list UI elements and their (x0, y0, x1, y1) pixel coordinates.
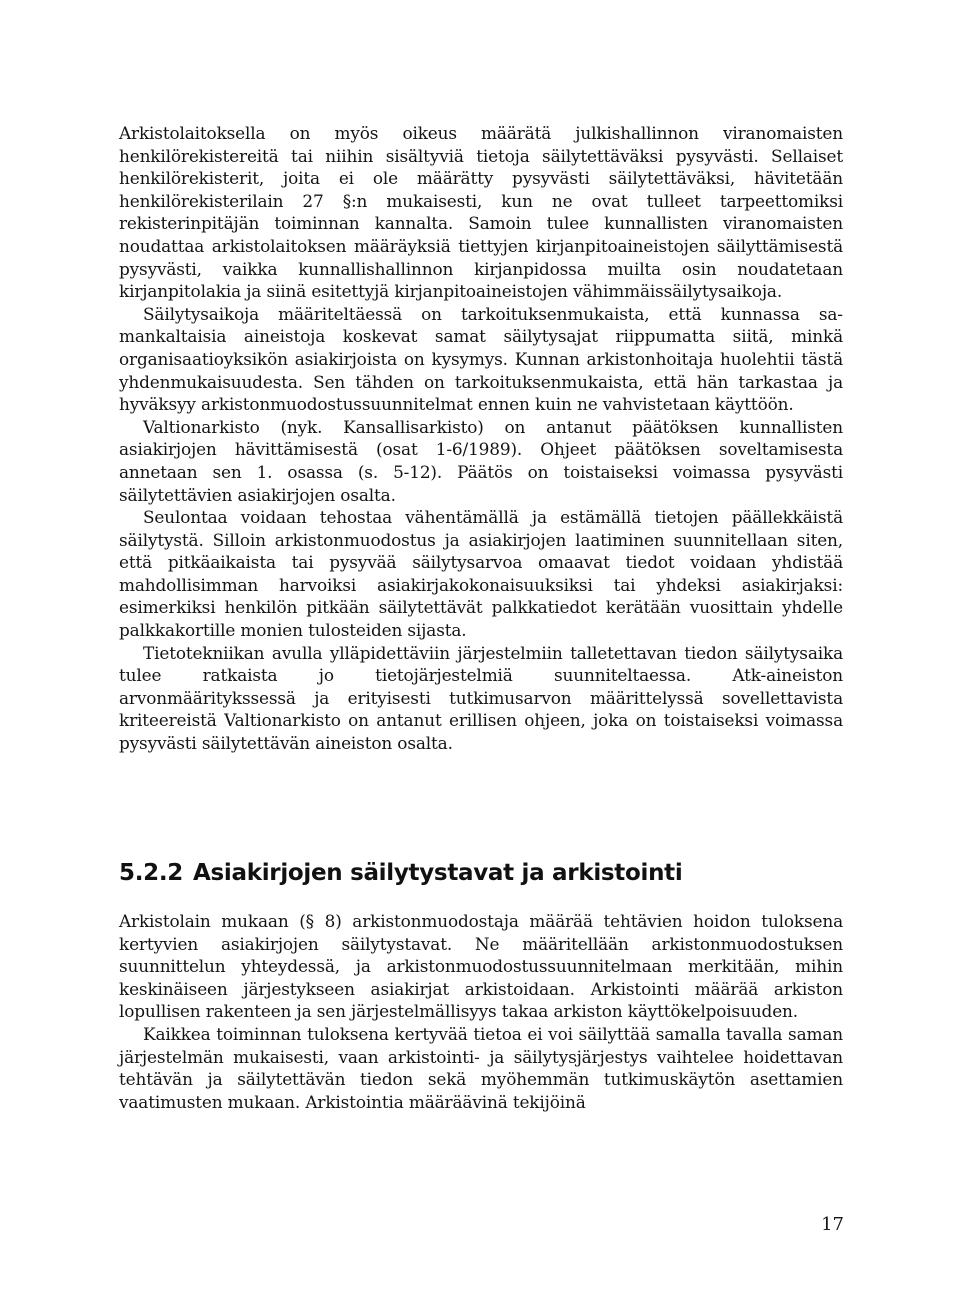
paragraph: Valtionarkisto (nyk. Kansallisarkisto) on antanut päätöksen kunnallisten asiakirjojen hävittämisestä (osat 1-6/1989). Ohjeet päätöksen soveltamisesta annetaan sen 1. osassa (s. 5-12). Päätös on toistaiseksi voimassa pysyvästi säilytettävien asiakirjojen osalta. (119, 416, 843, 505)
section-number: 5.2.2 (119, 860, 183, 886)
paragraph: Arkistolain mukaan (§ 8) arkistonmuodostaja määrää tehtävien hoidon tuloksena kertyvien asiakirjojen säilytystavat. Ne määritellään arkistonmuodostuksen suunnittelun yhteydessä, ja arkistonmuodostussuunnitelmaan merkitään, mihin keskinäiseen järjestykseen asiakirjat arkistoidaan. Arkistointi määrää arkiston lopullisen rakenteen ja sen järjestelmällisyys takaa arkiston käyttökelpoisuuden. (119, 911, 843, 1022)
page-number: 17 (821, 1214, 844, 1235)
paragraph: Tietotekniikan avulla ylläpidettäviin järjestelmiin talletettavan tiedon säilytysaika tulee ratkaista jo tietojärjestelmiä suunniteltaessa. Atk-aineiston arvonmääritykssessä ja erityisesti tutkimusarvon määrittelyssä sovellettavista kriteereistä Valtionarkisto on antanut erillisen ohjeen, joka on toistaiseksi voimassa pysyvästi säilytettävän aineiston osalta. (119, 642, 843, 754)
paragraph: Kaikkea toiminnan tuloksena kertyvää tietoa ei voi säilyttää samalla tavalla saman järjestelmän mukaisesti, vaan arkistointi- ja säilytysjärjestys vaihtelee hoidettavan tehtävän ja säilytettävän tiedon sekä myöhemmän tutkimuskäytön asettamien vaatimusten mukaan. Arkistointia määräävinä tekijöinä (119, 1023, 843, 1112)
section-title: Asiakirjojen säilytystavat ja arkistointi (193, 860, 683, 886)
body-section-bottom (119, 910, 843, 1113)
paragraph: Seulontaa voidaan tehostaa vähentämällä ja estämällä tietojen päällekkäistä säilytystä. Silloin arkistonmuodostus ja asiakirjojen laatiminen suunnitellaan siten, että pitkäaikaista tai pysyvää säilytysarvoa omaavat tiedot voidaan yhdistää mahdollisimman harvoiksi asiakirjakokonaisuuksiksi tai yhdeksi asiakirjaksi: esimerkiksi henkilön pitkään säilytettävät palkkatiedot kerätään vuosittain yhdelle palkkakortille monien tulosteiden sijasta. (119, 507, 843, 641)
section-heading (119, 856, 682, 890)
paragraph: Säilytysaikoja määriteltäessä on tarkoituksenmukaista, että kunnassa samankaltaisia aineistoja koskevat samat säilytysajat riippumatta siitä, minkä organisaatioyksikön asiakirjoista on kysymys. Kunnan arkistonhoitaja huolehtii tästä yhdenmukaisuudesta. Sen tähden on tarkoituksenmukaista, että hän tarkastaa ja hyväksyy arkistonmuodostussuunnitelmat ennen kuin ne vahvistetaan käyttöön. (119, 303, 843, 415)
body-section-top (119, 122, 843, 755)
paragraph: Arkistolaitoksella on myös oikeus määrätä julkishallinnon viranomaisten henkilörekistereitä tai niihin sisältyviä tietoja säilytettäväksi pysyvästi. Sellaiset henkilörekisterit, joita ei ole määrätty pysyvästi säilytettäväksi, hävitetään henkilörekisterilain 27 §:n mukaisesti, kun ne ovat tulleet tarpeettomiksi rekisterinpitäjän toiminnan kannalta. Samoin tulee kunnallisten viranomaisten noudattaa arkistolaitoksen määräyksiä tiettyjen kirjanpitoaineistojen säilyttämisestä pysyvästi, vaikka kunnallishallinnon kirjanpidossa muilta osin noudatetaan kirjanpitolakia ja siinä esitettyjä kirjanpitoaineistojen vähimmäissäilytysaikoja. (119, 123, 843, 302)
